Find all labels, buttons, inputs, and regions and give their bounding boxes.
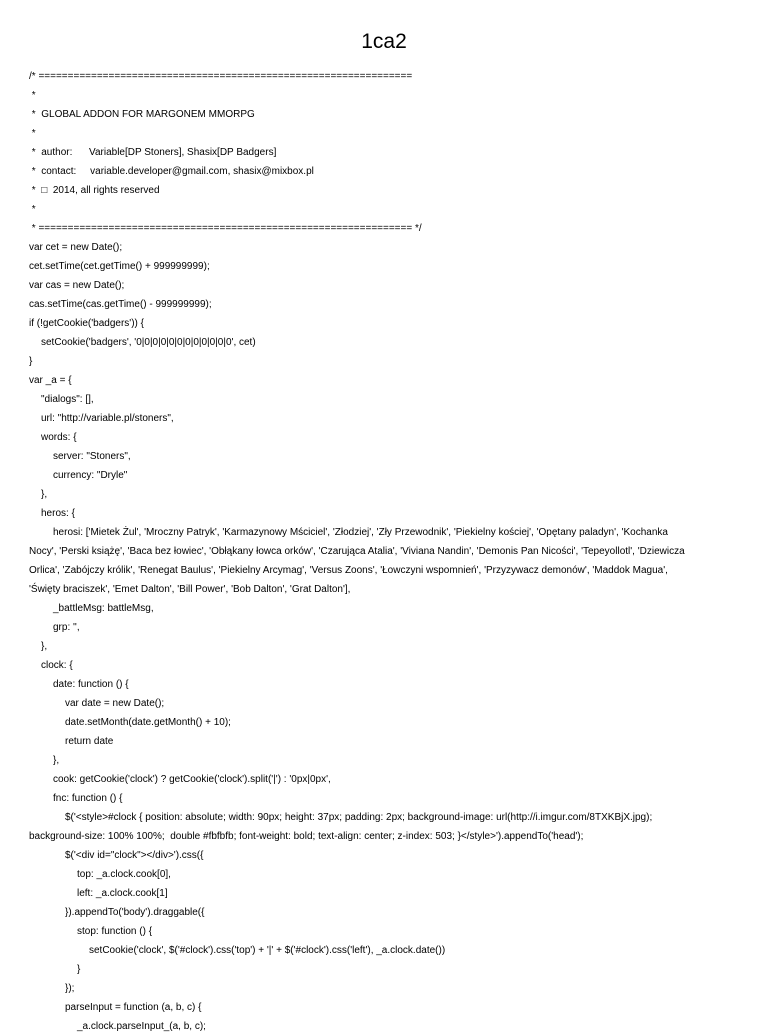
code-line: * <box>29 204 36 215</box>
code-line: currency: "Dryle" <box>53 470 128 481</box>
code-line: }); <box>65 983 75 994</box>
code-line: * <box>29 128 36 139</box>
code-line: Orlica', 'Zabójczy królik', 'Renegat Baulus', 'Piekielny Arcymag', 'Versus Zoons', 'Łowczyni wspomnień', 'Przyzywacz demonów', 'Maddok Magua', <box>29 565 668 576</box>
code-line: clock: { <box>41 660 73 671</box>
code-line: _a.clock.parseInput_(a, b, c); <box>77 1021 206 1032</box>
code-line: var _a = { <box>29 375 72 386</box>
code-line: top: _a.clock.cook[0], <box>77 869 171 880</box>
code-line: var date = new Date(); <box>65 698 165 709</box>
code-line: return date <box>65 736 114 747</box>
page-title: 1ca2 <box>361 30 407 53</box>
code-line: * <box>29 90 36 101</box>
code-line: cook: getCookie('clock') ? getCookie('clock').split('|') : '0px|0px', <box>53 774 331 785</box>
code-line: setCookie('badgers', '0|0|0|0|0|0|0|0|0|0|0|0', cet) <box>41 337 256 348</box>
code-line: if (!getCookie('badgers')) { <box>29 318 144 329</box>
code-line: } <box>77 964 81 975</box>
code-line: words: { <box>41 432 77 443</box>
code-line: "dialogs": [], <box>41 394 94 405</box>
code-line: fnc: function () { <box>53 793 123 804</box>
code-line: var cas = new Date(); <box>29 280 125 291</box>
code-line: } <box>29 356 33 367</box>
code-line: left: _a.clock.cook[1] <box>77 888 168 899</box>
code-line: date: function () { <box>53 679 129 690</box>
code-line: var cet = new Date(); <box>29 242 123 253</box>
code-line: $('<div id="clock"></div>').css({ <box>65 850 204 861</box>
code-line: url: "http://variable.pl/stoners", <box>41 413 174 424</box>
code-line: background-size: 100% 100%; double #fbfbfb; font-weight: bold; text-align: center; z-index: 503; }</style>').appendTo('head'); <box>29 831 584 842</box>
code-line: date.setMonth(date.getMonth() + 10); <box>65 717 231 728</box>
code-line: 'Święty braciszek', 'Emet Dalton', 'Bill Power', 'Bob Dalton', 'Grat Dalton'], <box>29 584 351 595</box>
code-line: * author: Variable[DP Stoners], Shasix[DP Badgers] <box>29 147 277 158</box>
code-line: parseInput = function (a, b, c) { <box>65 1002 202 1013</box>
code-line: heros: { <box>41 508 75 519</box>
code-line: cet.setTime(cet.getTime() + 999999999); <box>29 261 210 272</box>
code-line: herosi: ['Mietek Żul', 'Mroczny Patryk', 'Karmazynowy Mściciel', 'Złodziej', 'Zły Przewodnik', 'Piekielny kościej', 'Opętany paladyn', 'Kochanka <box>53 527 668 538</box>
code-line: setCookie('clock', $('#clock').css('top') + '|' + $('#clock').css('left'), _a.clock.date()) <box>89 945 446 956</box>
code-line: $('<style>#clock { position: absolute; width: 90px; height: 37px; padding: 2px; background-image: url(http://i.imgur.com/8TXKBjX.jpg); <box>65 812 653 823</box>
code-line: cas.setTime(cas.getTime() - 999999999); <box>29 299 212 310</box>
code-line: }, <box>41 641 48 652</box>
code-line: stop: function () { <box>77 926 153 937</box>
code-listing <box>29 67 741 1036</box>
code-line: /* ================================================================ <box>29 71 413 82</box>
code-line: server: "Stoners", <box>53 451 131 462</box>
code-line: }).appendTo('body').draggable({ <box>65 907 205 918</box>
code-line: * GLOBAL ADDON FOR MARGONEM MMORPG <box>29 109 255 120</box>
code-line: _battleMsg: battleMsg, <box>53 603 154 614</box>
code-line: * contact: variable.developer@gmail.com, shasix@mixbox.pl <box>29 166 314 177</box>
code-line: Nocy', 'Perski książę', 'Baca bez łowiec', 'Obłąkany łowca orków', 'Czarująca Atalia', 'Viviana Nandin', 'Demonis Pan Nicości', 'Tepeyollotl', 'Dziewicza <box>29 546 685 557</box>
code-line: }, <box>53 755 60 766</box>
code-line: }, <box>41 489 48 500</box>
code-line: grp: '', <box>53 622 80 633</box>
code-line: * □ 2014, all rights reserved <box>29 185 160 196</box>
code-line: * ================================================================ */ <box>29 223 422 234</box>
